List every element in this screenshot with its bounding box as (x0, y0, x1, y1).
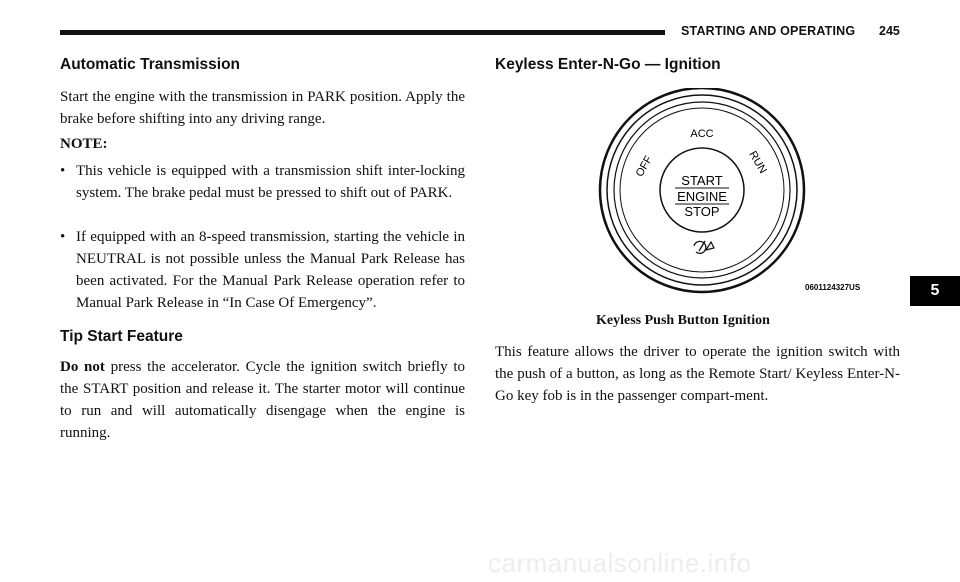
ignition-diagram (595, 88, 885, 298)
bullet-text-2: If equipped with an 8-speed transmission, starting the vehicle in NEUTRAL is not possible unless the Manual Park Release has been activated. For the Manual Park Release operation refer to Manual Park Release in “In Case Of Emergency”. (76, 229, 465, 311)
figure-code: 0601124327US (805, 283, 861, 292)
keyless-body-text: This feature allows the driver to operate the ignition switch with the push of a button, as long as the Remote Start/ Keyless Enter-N-Go key fob is in the passenger compart-ment. (495, 344, 900, 404)
page-number: 245 (879, 24, 900, 38)
start-label: START (681, 173, 723, 188)
stop-label: STOP (684, 204, 720, 219)
bullet-dot: • (60, 229, 66, 245)
engine-label: ENGINE (677, 189, 727, 204)
watermark: carmanualsonline.info (488, 548, 752, 578)
power-indicator-icon (694, 241, 714, 253)
tip-start-text (60, 356, 465, 444)
tip-start-heading: Tip Start Feature (60, 328, 183, 345)
header-rule (60, 30, 665, 35)
automatic-transmission-heading: Automatic Transmission (60, 56, 241, 73)
off-label: OFF (633, 153, 656, 180)
acc-label: ACC (690, 128, 714, 140)
bullet-item-1 (60, 160, 465, 204)
figure-caption: Keyless Push Button Ignition (596, 313, 770, 328)
run-label: RUN (746, 149, 769, 176)
bullet-dot: • (60, 163, 66, 179)
tip-start-body: press the accelerator. Cycle the ignition switch briefly to the START position and release it. The starter motor will continue to run and will automatically disengage when the engine is running. (60, 359, 465, 441)
keyless-heading: Keyless Enter-N-Go — Ignition (495, 56, 721, 73)
chapter-tab: 5 (910, 276, 960, 306)
ignition-button-figure (595, 88, 885, 298)
note-label: NOTE: (60, 136, 108, 152)
bullet-item-2 (60, 226, 465, 314)
tip-start-bold: Do not (60, 359, 105, 375)
automatic-transmission-text: Start the engine with the transmission in PARK position. Apply the brake before shifting into any driving range. (60, 89, 465, 127)
section-title: STARTING AND OPERATING (681, 24, 856, 38)
bullet-text-1: This vehicle is equipped with a transmission shift inter-locking system. The brake pedal must be pressed to shift out of PARK. (76, 163, 465, 201)
